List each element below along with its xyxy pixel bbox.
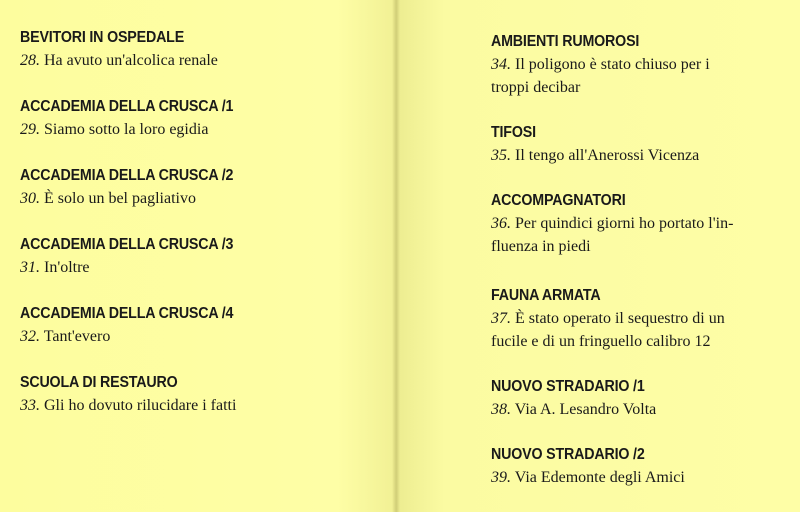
entry-text-continued: fluenza in piedi [491,238,591,255]
entry-text [491,53,771,76]
entry-number: 36. [491,215,511,232]
entry-38 [491,376,771,421]
entry-heading: FAUNA ARMATA [491,287,601,304]
entry-sentence: In'oltre [44,259,90,276]
entry-text [491,144,771,167]
entry-33 [20,372,380,417]
entry-sentence: Siamo sotto la loro egidia [44,121,209,138]
entry-text [491,212,771,235]
entry-34 [491,31,771,99]
entry-text [20,325,380,348]
entry-heading: NUOVO STRADARIO /2 [491,446,645,463]
entry-heading: NUOVO STRADARIO /1 [491,378,645,395]
entry-number: 31. [20,259,40,276]
entry-heading: SCUOLA DI RESTAURO [20,374,178,391]
entry-text-continued: troppi decibar [491,79,581,96]
entry-sentence: Via Edemonte degli Amici [514,469,685,486]
entry-number: 39. [491,469,511,486]
entry-sentence: Via A. Lesandro Volta [514,401,657,418]
entry-number: 35. [491,147,511,164]
entry-heading: BEVITORI IN OSPEDALE [20,29,185,46]
entry-35 [491,122,771,167]
entry-29 [20,96,380,141]
entry-36 [491,190,771,258]
entry-28 [20,27,380,72]
entry-number: 38. [491,401,511,418]
entry-30 [20,165,380,210]
entry-37 [491,285,771,353]
entry-text [20,49,380,72]
entry-heading: ACCOMPAGNATORI [491,192,626,209]
entry-sentence: Per quindici giorni ho portato l'in- [515,215,734,232]
entry-39 [491,444,771,489]
entry-text [20,118,380,141]
entry-sentence: Il tengo all'Anerossi Vicenza [515,147,700,164]
entry-heading: ACCADEMIA DELLA CRUSCA /4 [20,305,234,322]
entry-heading: ACCADEMIA DELLA CRUSCA /1 [20,98,234,115]
entry-heading: ACCADEMIA DELLA CRUSCA /3 [20,236,234,253]
entry-heading: ACCADEMIA DELLA CRUSCA /2 [20,167,234,184]
entry-text-continued: fucile e di un fringuello calibro 12 [491,333,711,350]
book-gutter [392,0,400,512]
entry-31 [20,234,380,279]
entry-sentence: È stato operato il sequestro di un [515,310,725,327]
entry-text [491,398,771,421]
entry-number: 33. [20,397,40,414]
entry-number: 28. [20,52,40,69]
entry-text [491,307,771,330]
entry-number: 29. [20,121,40,138]
entry-sentence: Tant'evero [43,328,111,345]
entry-sentence: È solo un bel pagliativo [44,190,196,207]
entry-number: 34. [491,56,511,73]
entry-text [20,256,380,279]
entry-text [20,394,380,417]
entry-heading: TIFOSI [491,124,536,141]
entry-sentence: Il poligono è stato chiuso per i [515,56,710,73]
entry-sentence: Ha avuto un'alcolica renale [44,52,218,69]
entry-32 [20,303,380,348]
entry-text [20,187,380,210]
entry-number: 37. [491,310,511,327]
entry-sentence: Gli ho dovuto rilucidare i fatti [44,397,237,414]
entry-number: 30. [20,190,40,207]
entry-heading: AMBIENTI RUMOROSI [491,33,640,50]
entry-text [491,466,771,489]
entry-number: 32. [20,328,40,345]
